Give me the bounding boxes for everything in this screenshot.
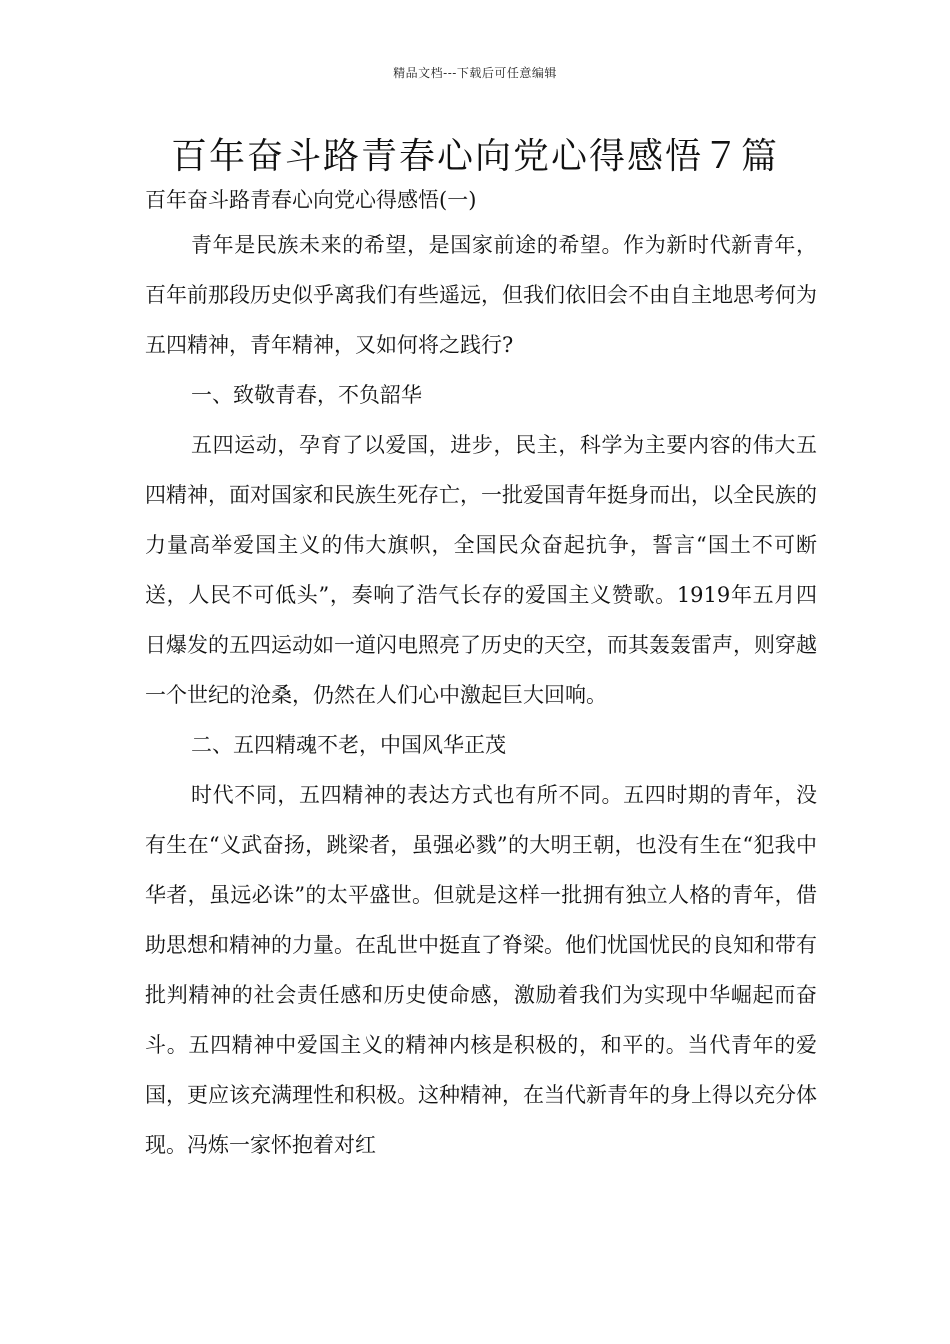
paragraph-may-fourth: 五四运动，孕育了以爱国，进步，民主，科学为主要内容的伟大五四精神，面对国家和民族生死存亡，一批爱国青年挺身而出，以全民族的力量高举爱国主义的伟大旗帜，全国民众奋起抗争，誓言“国土不可断送，人民不可低头”，奏响了浩气长存的爱国主义赞歌。1919年五月四日爆发的五四运动如一道闪电照亮了历史的天空，而其轰轰雷声，则穿越一个世纪的沧桑，仍然在人们心中激起巨大回响。 bbox=[145, 433, 817, 707]
section-heading-1: 一、致敬青春，不负韶华 bbox=[191, 383, 422, 407]
paragraph-intro: 青年是民族未来的希望，是国家前途的希望。作为新时代新青年，百年前那段历史似乎离我们有些遥远，但我们依旧会不由自主地思考何为五四精神，青年精神，又如何将之践行? bbox=[145, 233, 817, 357]
paragraph-era: 时代不同，五四精神的表达方式也有所不同。五四时期的青年，没有生在“义武奋扬，跳梁者，虽强必戮”的大明王朝，也没有生在“犯我中华者，虽远必诛”的太平盛世。但就是这样一批拥有独立人格的青年，借助思想和精神的力量。在乱世中挺直了脊梁。他们忧国忧民的良知和带有批判精神的社会责任感和历史使命感，激励着我们为实现中华崛起而奋斗。五四精神中爱国主义的精神内核是积极的，和平的。当代青年的爱国，更应该充满理性和积极。这种精神，在当代新青年的身上得以充分体现。冯炼一家怀抱着对红 bbox=[145, 783, 817, 1157]
section-heading-2: 二、五四精魂不老，中国风华正茂 bbox=[191, 733, 506, 757]
document-title: 百年奋斗路青春心向党心得感悟７篇 bbox=[170, 136, 779, 177]
header-note: 精品文档---下载后可任意编辑 bbox=[393, 66, 557, 80]
section-subtitle: 百年奋斗路青春心向党心得感悟(一) bbox=[145, 188, 477, 212]
document-body bbox=[145, 180, 817, 1170]
